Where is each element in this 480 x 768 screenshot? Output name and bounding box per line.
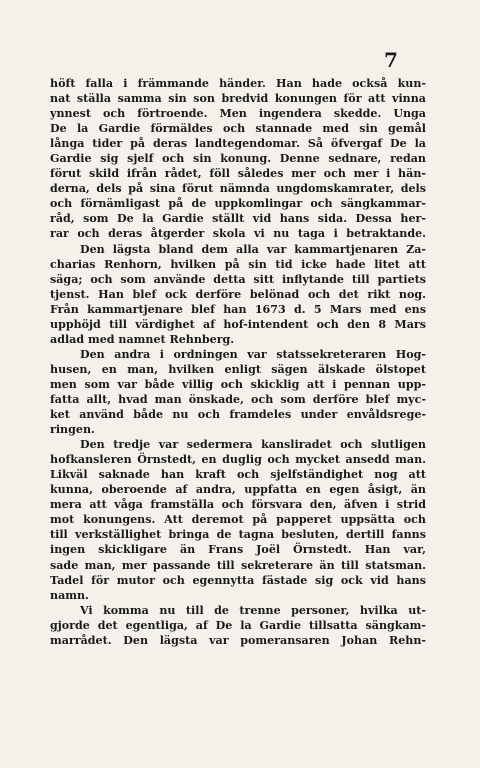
text-line: långa tider på deras landtegendomar. Så öfvergaf De la (50, 137, 426, 151)
text-line: mot konungens. Att deremot på papperet uppsätta och (50, 513, 426, 527)
text-line: och förnämligast på de uppkomlingar och sängkammar- (50, 197, 426, 211)
text-line: Från kammartjenare blef han 1673 d. 5 Mars med ens (50, 302, 426, 316)
text-line: tjenst. Han blef ock derföre belönad och det rikt nog. (50, 287, 426, 301)
text-line: Den lägsta bland dem alla var kammartjenaren Za- (80, 242, 426, 256)
text-line: adlad med namnet Rehnberg. (50, 332, 235, 346)
text-line: namn. (50, 588, 89, 602)
text-line: Den tredje var sedermera kansliradet och slutligen (80, 438, 426, 452)
text-line: upphöjd till värdighet af hof-intendent och den 8 Mars (50, 317, 426, 331)
text-line: Vi komma nu till de trenne personer, hvilka ut- (80, 603, 426, 617)
text-line: men som var både villig och skicklig att i pennan upp- (50, 377, 426, 391)
text-line: råd, som De la Gardie ställt vid hans sida. Dessa her- (50, 212, 426, 226)
text-line: hofkansleren Örnstedt, en duglig och mycket ansedd man. (50, 453, 426, 467)
text-line: marrådet. Den lägsta var pomeransaren Johan Rehn- (50, 633, 426, 647)
text-line: ingen skickligare än Frans Joël Örnstedt. Han var, (50, 543, 426, 557)
text-line: charias Renhorn, hvilken på sin tid icke hade litet att (50, 257, 426, 271)
text-line: derna, dels på sina förut nämnda ungdomskamrater, dels (50, 182, 426, 196)
text-line: höft falla i främmande händer. Han hade också kun- (50, 77, 426, 90)
text-line: gjorde det egentliga, af De la Gardie tillsatta sängkam- (50, 618, 426, 632)
page-number: 7 (384, 48, 398, 72)
text-line: till verkställighet bringa de tagna besluten, dertill fanns (50, 528, 426, 542)
text-line: kunna, oberoende af andra, uppfatta en egen åsigt, än (50, 483, 426, 497)
text-line: ket använd både nu och framdeles under envåldsrege- (50, 408, 426, 422)
text-line: husen, en man, hvilken enligt sägen älskade ölstopet (50, 362, 426, 376)
text-line: nat ställa samma sin son bredvid konungen för att vinna (50, 92, 426, 106)
text-line: Tadel för mutor och egennytta fästade sig ock vid hans (50, 573, 426, 587)
text-line: mera att våga framställa och försvara den, äfven i strid (50, 498, 426, 512)
text-line: De la Gardie förmäldes och stannade med sin gemål (50, 122, 426, 136)
text-line: Likväl saknade han kraft och sjelfständighet nog att (50, 468, 426, 482)
text-line: Gardie sig sjelf och sin konung. Denne sednare, redan (50, 152, 426, 166)
text-line: Den andra i ordningen var statssekreteraren Hog- (80, 347, 426, 361)
text-line: sade man, mer passande till sekreterare än till statsman. (50, 558, 426, 572)
text-line: ringen. (50, 423, 95, 437)
text-line: säga; och som använde detta sitt inflytande till partiets (50, 272, 426, 286)
text-line: förut skild ifrån rådet, föll således mer och mer i hän- (50, 167, 426, 181)
body-text (50, 76, 426, 648)
text-line: fatta allt, hvad man önskade, och som derföre blef myc- (50, 392, 426, 406)
text-line: ynnest och förtroende. Men ingendera skedde. Unga (50, 107, 426, 121)
text-line: rar och deras åtgerder skola vi nu taga i betraktande. (50, 227, 426, 241)
